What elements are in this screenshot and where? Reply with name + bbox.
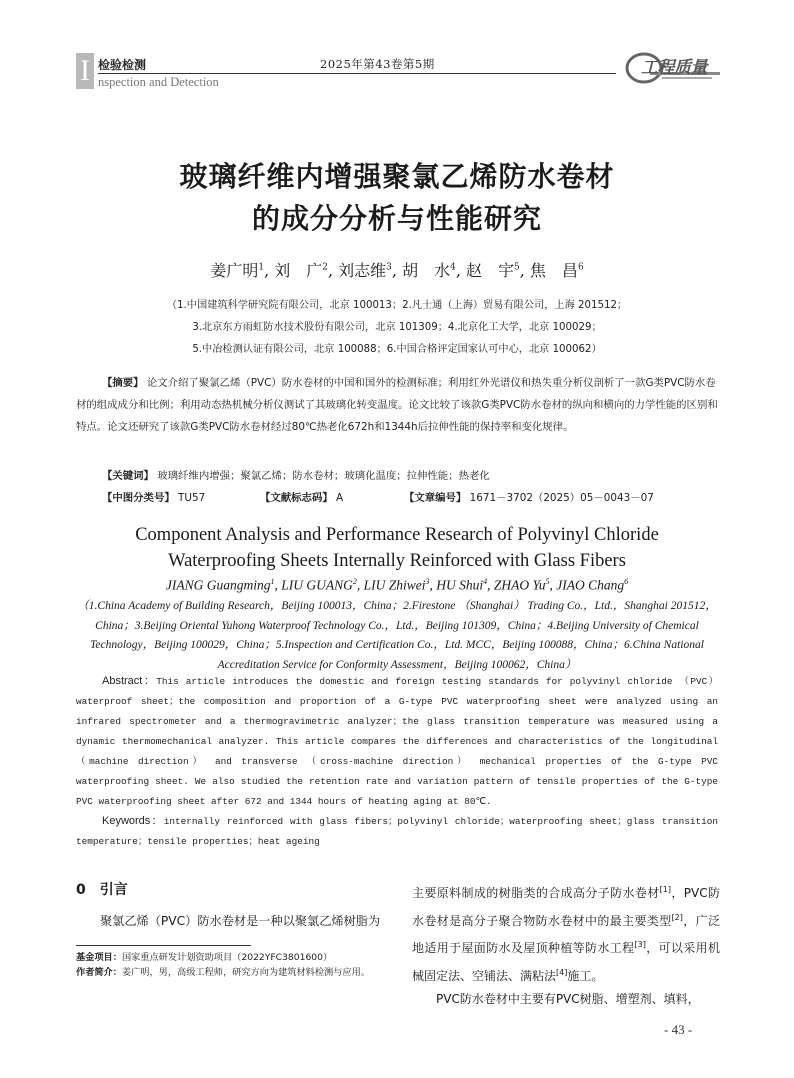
author-name: 赵 宇 — [466, 261, 515, 280]
author-sup: 4 — [450, 262, 456, 273]
article-number-label: 【文章编号】 — [404, 492, 467, 504]
author-sup: 3 — [425, 577, 430, 586]
clc-label: 【中图分类号】 — [102, 492, 175, 504]
author-name-en: JIAO Chang — [556, 577, 625, 593]
keywords-en-label: Keywords： — [102, 815, 164, 827]
authors-cn: 姜广明$^1$, 刘 广$^2$, 刘志维$^3$, 胡 水$^4$, 赵 宇$^5$, 焦 昌$^6$ — [210, 261, 584, 280]
author-name: 胡 水 — [402, 261, 451, 280]
footnote-rule — [76, 945, 251, 946]
author-name-en: ZHAO Yu — [493, 577, 546, 593]
author-sup: 3 — [386, 262, 392, 273]
citation-ref[interactable]: [3] — [634, 940, 646, 949]
citation-ref[interactable]: [2] — [671, 912, 683, 922]
header-rule — [98, 73, 616, 74]
fund-text: 国家重点研发计划资助项目（2022YFC3801600） — [121, 952, 333, 963]
author-bio-text: 姜广明，男，高级工程师，研究方向为建筑材料检测与应用。 — [121, 967, 370, 978]
author-sup: 6 — [577, 262, 584, 273]
affiliation-cn-line2: 3.北京东方雨虹防水技术股份有限公司，北京 101309；4.北京化工大学，北京 100029； — [192, 322, 602, 333]
citation-ref[interactable]: [1] — [659, 885, 672, 894]
article-number-value: 1671－3702（2025）05－0043－07 — [469, 492, 654, 504]
article-number — [404, 489, 654, 504]
affiliation-cn-line3: 5.中冶检测认证有限公司，北京 100088；6.中国合格评定国家认可中心，北京 100062） — [192, 344, 602, 355]
author-name: 焦 昌 — [529, 261, 578, 280]
section-heading: 0 引言 — [76, 882, 128, 898]
doc-code-value: A — [336, 492, 344, 504]
issue-info: 2025年第43卷第5期 — [320, 57, 435, 71]
journal-section-initial: I — [76, 53, 94, 89]
body-paragraph: PVC防水卷材中主要有PVC树脂、增塑剂、填料， — [436, 992, 700, 1006]
body-paragraph-left: 聚氯乙烯（PVC）防水卷材是一种以聚氯乙烯树脂为 — [100, 914, 381, 928]
author-sup: 6 — [624, 577, 629, 586]
author-note — [76, 965, 376, 980]
abstract-cn — [76, 372, 718, 438]
author-name: 刘志维 — [338, 261, 387, 280]
journal-logo-text: 工程质量 — [641, 58, 707, 78]
keywords-en — [76, 811, 718, 852]
journal-section-cn: 检验检测 — [98, 58, 147, 72]
author-sup: 1 — [270, 577, 275, 586]
abstract-cn-label: 【摘要】 — [102, 377, 144, 389]
keywords-cn-label: 【关键词】 — [102, 470, 154, 482]
author-sup: 5 — [545, 577, 550, 586]
author-sup: 2 — [322, 262, 328, 273]
citation-ref[interactable]: [4] — [556, 967, 568, 977]
author-name-en: LIU Zhiwei — [363, 577, 426, 593]
author-name-en: HU Shui — [436, 577, 484, 593]
keywords-cn — [102, 467, 490, 482]
clc-value: TU57 — [178, 492, 206, 504]
abstract-en-label: Abstract： — [102, 675, 157, 687]
document-code — [260, 489, 343, 504]
affiliation-cn-line1: （1.中国建筑科学研究院有限公司，北京 100013；2.凡士通（上海）贸易有限公司，上海 201512； — [166, 300, 628, 311]
fund-label: 基金项目： — [76, 952, 122, 963]
paper-title-en-line2: Waterproofing Sheets Internally Reinforced with Glass Fibers — [168, 551, 626, 571]
fund-note — [76, 950, 376, 965]
abstract-cn-text: 论文介绍了聚氯乙烯（PVC）防水卷材的中国和国外的检测标准；利用红外光谱仪和热失重分析仪剖析了一款G类PVC防水卷材的组成成分和比例；利用动态热机械分析仪测试了其玻璃化转变温度。论文比较了该款G类PVC防水卷材的纵向和横向的力学性能的区别和特点。论文还研究了该款G类PVC防水卷材经过80℃热老化672h和1344h后拉伸性能的保持率和变化规律。 — [76, 377, 718, 433]
page-number: - 43 - — [664, 1022, 693, 1037]
authors-en: JIANG Guangming$^1$, LIU GUANG$^2$, LIU Zhiwei$^3$, HU Shui$^4$, ZHAO Yu$^5$, JIAO Chang$^6$ — [165, 577, 629, 593]
author-sup: 2 — [352, 577, 357, 586]
author-sup: 4 — [483, 577, 488, 586]
author-bio-label: 作者简介： — [76, 967, 122, 978]
clc-number — [102, 489, 205, 504]
doc-code-label: 【文献标志码】 — [260, 492, 333, 504]
author-sup: 1 — [258, 262, 265, 273]
paper-title-en-line1: Component Analysis and Performance Research of Polyvinyl Chloride — [135, 525, 659, 545]
footnote — [76, 950, 376, 980]
author-sup: 5 — [514, 262, 520, 273]
author-name: 姜广明 — [210, 261, 259, 280]
author-name: 刘 广 — [274, 261, 323, 280]
paper-title-line1: 玻璃纤维内增强聚氯乙烯防水卷材 — [179, 160, 615, 193]
affiliations-en: （1.China Academy of Building Research，Beijing 100013，China；2.Firestone （Shanghai） Trading Co.，Ltd.，Shanghai 201512，China；3.Beijing Oriental Yuhong Waterproof Technology Co.，Ltd.，Beijing 101309，China；4.Beijing University of Chemical Technology，Beijing 100029，China；5.Inspection and Certification Co.，Ltd. MCC，Beijing 100088，China；6.China National Accreditation Service for Conformity Assessment，Beijing 100062，China） — [77, 600, 717, 671]
journal-section-en: nspection and Detection — [98, 75, 219, 89]
body-column-right — [412, 878, 720, 1012]
keywords-cn-text: 玻璃纤维内增强；聚氯乙烯；防水卷材；玻璃化温度；拉伸性能；热老化 — [157, 470, 490, 482]
body-paragraph: 主要原料制成的树脂类的合成高分子防水卷材[1]，PVC防水卷材是高分子聚合物防水卷材中的最主要类型[2]，广泛地适用于屋面防水及屋顶种植等防水工程[3]，可以采用机械固定法、空铺法、满粘法[4]施工。 — [412, 885, 720, 983]
paper-title-line2: 的成分分析与性能研究 — [251, 202, 542, 235]
author-name-en: LIU GUANG — [281, 577, 353, 593]
author-name-en: JIANG Guangming — [165, 577, 271, 593]
keywords-en-text: internally reinforced with glass fibers；polyvinyl chloride；waterproofing sheet；glass transition temperature；tensile properties；heat ageing — [76, 816, 719, 847]
abstract-en — [76, 671, 718, 812]
abstract-en-text: This article introduces the domestic and foreign testing standards for polyvinyl chloride （PVC） waterproof sheet；the composition and proportion of a G-type PVC waterproofing sheet were analyzed using an infrared spectrometer and a thermogravimetric analyzer；the glass transition temperature was measured using a dynamic thermomechanical analyzer. This article compares the differences and characteristics of the longitudinal （machine direction） and transverse （cross-machine direction） mechanical properties of the G-type PVC waterproofing sheet. We also studied the retention rate and variation pattern of tensile properties of the G-type PVC waterproofing sheet after 672 and 1344 hours of heating aging at 80℃. — [76, 676, 718, 807]
